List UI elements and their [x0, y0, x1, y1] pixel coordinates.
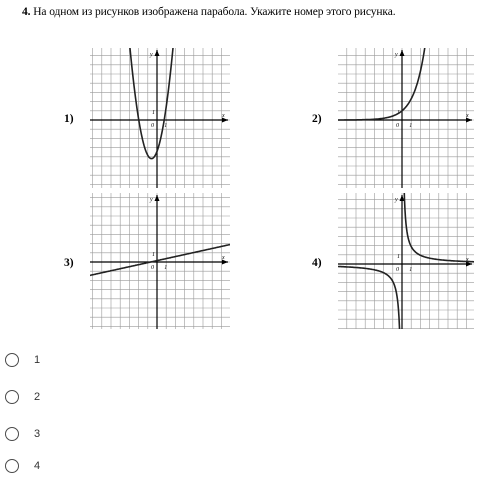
question-number: 4. [22, 6, 31, 18]
option-label: 4 [34, 460, 41, 472]
graph-1-label: 1) [64, 113, 74, 125]
x-one-label: 1 [409, 123, 413, 129]
radio-button[interactable] [5, 353, 19, 367]
x-label: x [466, 257, 469, 263]
radio-button[interactable] [5, 427, 19, 441]
origin-label: 0 [396, 267, 399, 273]
graph-3-label: 3) [64, 257, 74, 269]
origin-label: 0 [151, 123, 154, 129]
question-text [22, 6, 396, 18]
x-one-label: 1 [164, 265, 168, 271]
y-label: y [150, 197, 153, 203]
option-label: 3 [34, 428, 41, 440]
y-label: y [150, 52, 153, 58]
question-body: На одном из рисунков изображена парабола. Укажите номер этого рисунка. [33, 6, 396, 18]
y-one-label: 1 [397, 253, 400, 260]
x-label: x [222, 255, 225, 261]
y-arrow [155, 195, 160, 201]
graph-2-label: 2) [312, 113, 322, 125]
graph-4-hyperbola [338, 193, 474, 329]
origin-label: 0 [151, 265, 154, 271]
option-1[interactable] [0, 346, 120, 374]
radio-button[interactable] [5, 390, 19, 404]
graph-4-label: 4) [312, 257, 322, 269]
radio-button[interactable] [5, 459, 19, 473]
graph-2-exponential [338, 48, 474, 188]
function-curve [338, 267, 400, 330]
y-label: y [395, 52, 398, 58]
x-label: x [222, 113, 225, 119]
option-3[interactable] [0, 420, 120, 448]
graph-1-parabola [90, 48, 230, 188]
function-curve [338, 48, 427, 120]
y-arrow [400, 50, 405, 56]
graph-3-line [90, 193, 230, 329]
option-label: 2 [34, 391, 41, 403]
option-label: 1 [34, 354, 41, 366]
x-label: x [466, 113, 469, 119]
y-label: y [395, 197, 398, 203]
y-one-label: 1 [152, 109, 155, 116]
origin-label: 0 [396, 123, 399, 129]
y-one-label: 1 [397, 109, 400, 116]
option-2[interactable] [0, 383, 120, 411]
option-4[interactable] [0, 452, 120, 480]
x-one-label: 1 [409, 267, 413, 273]
x-one-label: 1 [164, 123, 168, 129]
y-arrow [155, 50, 160, 56]
y-one-label: 1 [152, 251, 155, 258]
